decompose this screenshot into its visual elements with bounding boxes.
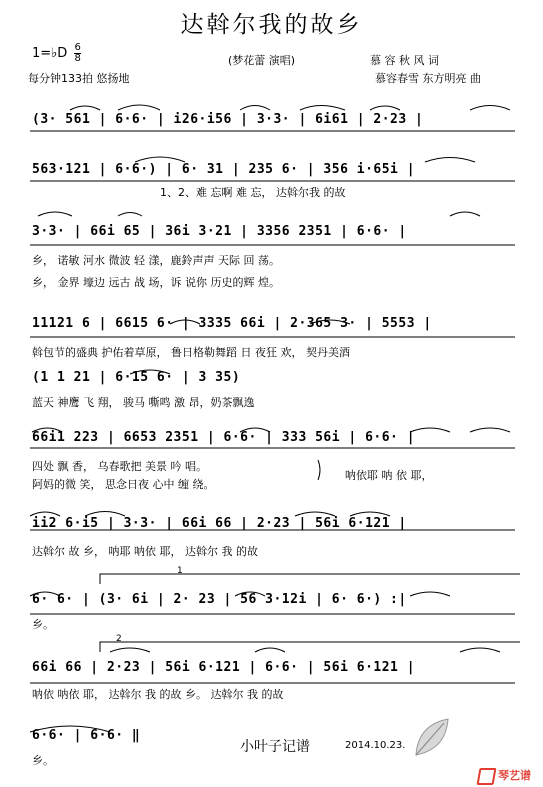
notation-row-10: 6·6· | 6·6· ‖	[32, 728, 141, 743]
volta-2-label: 2	[116, 634, 122, 644]
notation-row-6: 66i1 223 | 6653 2351 | 6·6· | 333 56i | 6·6· |	[32, 430, 416, 445]
notation-row-3: 3·3· | 66i 65 | 36i 3·21 | 3356 2351 | 6·6· |	[32, 224, 407, 239]
key-signature	[32, 43, 81, 64]
watermark-label: 琴艺谱	[498, 769, 531, 782]
notation-row-2: 563·121 | 6·6·) | 6· 31 | 235 6· | 356 i·65i |	[32, 162, 416, 177]
tempo-marking: 每分钟133拍 悠扬地	[28, 72, 130, 85]
lyric-row-8-line-1: 乡。	[32, 618, 54, 631]
lyric-row-7-line-1: 达斡尔 故 乡， 呐耶 呐依 耶， 达斡尔 我 的故	[32, 545, 258, 558]
key-label: 1=♭D	[32, 46, 68, 61]
lyric-row-6-line-2: 阿妈的微 笑， 思念日夜 心中 缠 绕。	[32, 478, 215, 491]
watermark	[478, 767, 531, 785]
lyric-row-5-line-1: 蓝天 神鹰 飞 翔， 骏马 嘶鸣 激 昂，奶茶飘逸	[32, 396, 255, 409]
time-signature-bottom: 8	[74, 53, 81, 64]
composer-credit: 慕容春雪 东方明亮 曲	[375, 72, 481, 85]
transcriber-signature: 小叶子记谱	[240, 739, 310, 755]
time-signature	[74, 43, 80, 64]
notation-row-7: ii2 6·i5 | 3·3· | 66i 66 | 2·23 | 56i 6·121 |	[32, 516, 407, 531]
notation-row-8: 6· 6· | (3· 6i | 2· 23 | 56 3·12i | 6· 6·) :|	[32, 592, 407, 607]
lyricist-credit: 慕 容 秋 风 词	[370, 54, 439, 67]
lyric-row-6-line-1: 四处 飘 香， 乌春歌把 美景 吟 唱。	[32, 460, 207, 473]
lyric-row-9-line-1: 呐依 呐依 耶， 达斡尔 我 的故 乡。 达斡尔 我 的故	[32, 688, 284, 701]
time-signature-top: 6	[74, 42, 81, 53]
lyric-row-4-line-1: 斡包节的盛典 护佑着草原， 鲁日格勒舞蹈 日 夜狂 欢， 契丹美酒	[32, 346, 350, 359]
song-title: 达斡尔我的故乡	[180, 12, 363, 38]
lyric-row-6-side: 呐依耶 呐 依 耶，	[345, 469, 433, 482]
lyric-row-3-line-1: 乡， 诺敏 河水 微波 轻 漾，鹿鈴声声 天际 回 荡。	[32, 254, 280, 267]
singer-credit: (梦花蕾 演唱)	[228, 54, 296, 67]
lyric-row-10-line-1: 乡。	[32, 754, 54, 767]
notation-row-4: 11121 6 | 6615 6· | 3335 66i | 2·365 3· | 5553 |	[32, 316, 432, 331]
leaf-icon	[412, 715, 452, 761]
notation-row-1: (3· 561 | 6·6· | i26·i56 | 3·3· | 6i61 | 2·23 |	[32, 112, 424, 127]
lyric-row-3-line-2: 乡， 金界 壕边 远古 战 场，诉 说你 历史的辉 煌。	[32, 276, 280, 289]
volta-1-label: 1	[177, 566, 183, 576]
notation-row-9: 66i 66 | 2·23 | 56i 6·121 | 6·6· | 56i 6·121 |	[32, 660, 416, 675]
transcription-date: 2014.10.23.	[345, 740, 406, 751]
notation-row-5: (1 1 21 | 6·15 6· | 3 35)	[32, 370, 241, 385]
watermark-logo-icon	[477, 768, 497, 785]
lyric-row-2-line-1: 1、2、难 忘啊 难 忘， 达斡尔我 的故	[160, 186, 346, 199]
